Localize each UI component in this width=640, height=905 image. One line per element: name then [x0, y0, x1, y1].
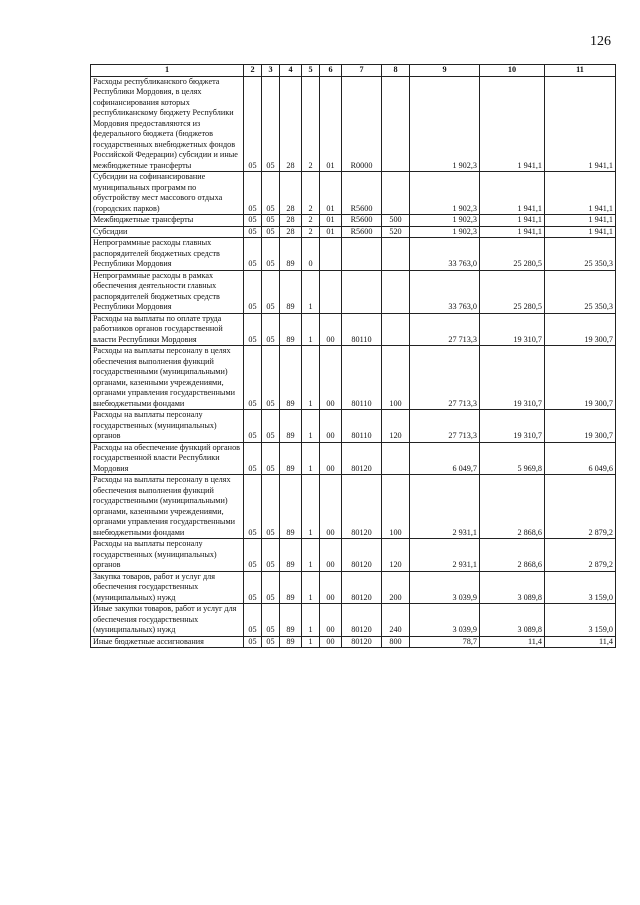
- direction-code-cell: 80120: [342, 442, 382, 475]
- row-name-cell: Иные бюджетные ассигнования: [91, 636, 244, 648]
- amount-cell: 1 902,3: [410, 172, 480, 215]
- amount-cell: 2 931,1: [410, 475, 480, 539]
- event-code-cell: 01: [320, 76, 342, 172]
- section-code-cell: 05: [244, 313, 262, 346]
- event-code-cell: [320, 238, 342, 271]
- section-code-cell: 05: [244, 475, 262, 539]
- amount-cell: 3 159,0: [545, 604, 616, 637]
- amount-cell: 1 941,1: [545, 226, 616, 238]
- direction-code-cell: R5600: [342, 215, 382, 227]
- amount-cell: 2 931,1: [410, 539, 480, 572]
- amount-cell: 78,7: [410, 636, 480, 648]
- direction-code-cell: [342, 238, 382, 271]
- subsection-code-cell: 05: [262, 475, 280, 539]
- row-name-cell: Непрограммные расходы в рамках обеспечения деятельности главных распорядителей бюджетных средств Республики Мордовия: [91, 270, 244, 313]
- program-code-cell: 89: [280, 410, 302, 443]
- page-number: 126: [590, 34, 611, 49]
- subsection-code-cell: 05: [262, 215, 280, 227]
- program-code-cell: 89: [280, 475, 302, 539]
- column-header: 1: [91, 65, 244, 77]
- column-header: 7: [342, 65, 382, 77]
- subprogram-code-cell: 1: [302, 442, 320, 475]
- subprogram-code-cell: 1: [302, 604, 320, 637]
- direction-code-cell: 80120: [342, 636, 382, 648]
- table-row: [91, 442, 616, 475]
- expense-type-cell: 500: [382, 215, 410, 227]
- subprogram-code-cell: 0: [302, 238, 320, 271]
- row-name-cell: Расходы на выплаты персоналу в целях обеспечения выполнения функций государственными (муниципальными) органами, казенными учреждениями, органами управления государственными внебюджетными фондами: [91, 346, 244, 410]
- table-row: [91, 215, 616, 227]
- section-code-cell: 05: [244, 442, 262, 475]
- event-code-cell: 00: [320, 410, 342, 443]
- direction-code-cell: 80110: [342, 313, 382, 346]
- table-row: [91, 313, 616, 346]
- column-header: 2: [244, 65, 262, 77]
- subsection-code-cell: 05: [262, 313, 280, 346]
- subprogram-code-cell: 1: [302, 475, 320, 539]
- amount-cell: 19 310,7: [480, 313, 545, 346]
- row-name-cell: Расходы на обеспечение функций органов государственной власти Республики Мордовия: [91, 442, 244, 475]
- program-code-cell: 89: [280, 571, 302, 604]
- table-row: [91, 636, 616, 648]
- table-row: [91, 270, 616, 313]
- table-row: [91, 226, 616, 238]
- amount-cell: 11,4: [545, 636, 616, 648]
- table-row: [91, 571, 616, 604]
- amount-cell: 1 941,1: [480, 76, 545, 172]
- section-code-cell: 05: [244, 238, 262, 271]
- section-code-cell: 05: [244, 604, 262, 637]
- expense-type-cell: 520: [382, 226, 410, 238]
- expense-type-cell: [382, 172, 410, 215]
- program-code-cell: 89: [280, 238, 302, 271]
- section-code-cell: 05: [244, 571, 262, 604]
- event-code-cell: 00: [320, 604, 342, 637]
- table-row: [91, 76, 616, 172]
- table-row: [91, 539, 616, 572]
- expense-type-cell: [382, 442, 410, 475]
- row-name-cell: Субсидии на софинансирование муниципальных программ по обустройству мест массового отдыха (городских парков): [91, 172, 244, 215]
- direction-code-cell: 80120: [342, 475, 382, 539]
- subsection-code-cell: 05: [262, 346, 280, 410]
- expense-type-cell: [382, 270, 410, 313]
- column-header: 4: [280, 65, 302, 77]
- event-code-cell: 00: [320, 475, 342, 539]
- amount-cell: 19 300,7: [545, 410, 616, 443]
- row-name-cell: Иные закупки товаров, работ и услуг для обеспечения государственных (муниципальных) нужд: [91, 604, 244, 637]
- amount-cell: 27 713,3: [410, 313, 480, 346]
- section-code-cell: 05: [244, 226, 262, 238]
- subsection-code-cell: 05: [262, 539, 280, 572]
- section-code-cell: 05: [244, 270, 262, 313]
- amount-cell: 33 763,0: [410, 270, 480, 313]
- section-code-cell: 05: [244, 410, 262, 443]
- amount-cell: 3 159,0: [545, 571, 616, 604]
- amount-cell: 1 941,1: [480, 172, 545, 215]
- row-name-cell: Субсидии: [91, 226, 244, 238]
- expense-type-cell: [382, 238, 410, 271]
- subprogram-code-cell: 2: [302, 76, 320, 172]
- event-code-cell: 00: [320, 346, 342, 410]
- section-code-cell: 05: [244, 215, 262, 227]
- column-header: 8: [382, 65, 410, 77]
- amount-cell: 6 049,6: [545, 442, 616, 475]
- direction-code-cell: 80110: [342, 346, 382, 410]
- program-code-cell: 28: [280, 215, 302, 227]
- row-name-cell: Расходы на выплаты по оплате труда работников органов государственной власти Республики Мордовия: [91, 313, 244, 346]
- table-row: [91, 346, 616, 410]
- program-code-cell: 89: [280, 539, 302, 572]
- amount-cell: 19 300,7: [545, 346, 616, 410]
- subprogram-code-cell: 2: [302, 226, 320, 238]
- event-code-cell: 00: [320, 636, 342, 648]
- table-row: [91, 604, 616, 637]
- amount-cell: 1 941,1: [480, 226, 545, 238]
- table-row: [91, 238, 616, 271]
- direction-code-cell: R5600: [342, 172, 382, 215]
- amount-cell: 27 713,3: [410, 346, 480, 410]
- amount-cell: 6 049,7: [410, 442, 480, 475]
- subprogram-code-cell: 1: [302, 539, 320, 572]
- amount-cell: 25 280,5: [480, 270, 545, 313]
- subprogram-code-cell: 2: [302, 172, 320, 215]
- section-code-cell: 05: [244, 76, 262, 172]
- row-name-cell: Межбюджетные трансферты: [91, 215, 244, 227]
- subsection-code-cell: 05: [262, 636, 280, 648]
- amount-cell: 1 941,1: [480, 215, 545, 227]
- expense-type-cell: 800: [382, 636, 410, 648]
- amount-cell: 33 763,0: [410, 238, 480, 271]
- expense-type-cell: 120: [382, 410, 410, 443]
- direction-code-cell: 80110: [342, 410, 382, 443]
- amount-cell: 2 868,6: [480, 475, 545, 539]
- column-header: 9: [410, 65, 480, 77]
- event-code-cell: 00: [320, 571, 342, 604]
- program-code-cell: 89: [280, 313, 302, 346]
- column-header: 3: [262, 65, 280, 77]
- event-code-cell: 00: [320, 442, 342, 475]
- subprogram-code-cell: 1: [302, 410, 320, 443]
- section-code-cell: 05: [244, 346, 262, 410]
- row-name-cell: Закупка товаров, работ и услуг для обеспечения государственных (муниципальных) нужд: [91, 571, 244, 604]
- program-code-cell: 89: [280, 636, 302, 648]
- row-name-cell: Расходы на выплаты персоналу в целях обеспечения выполнения функций государственными (муниципальными) органами, казенными учреждениями, органами управления государственными внебюджетными фондами: [91, 475, 244, 539]
- program-code-cell: 89: [280, 270, 302, 313]
- subsection-code-cell: 05: [262, 442, 280, 475]
- column-header: 6: [320, 65, 342, 77]
- direction-code-cell: R0000: [342, 76, 382, 172]
- program-code-cell: 89: [280, 442, 302, 475]
- amount-cell: 1 902,3: [410, 215, 480, 227]
- subprogram-code-cell: 1: [302, 636, 320, 648]
- amount-cell: 19 310,7: [480, 346, 545, 410]
- direction-code-cell: 80120: [342, 571, 382, 604]
- amount-cell: 1 941,1: [545, 215, 616, 227]
- column-header: 10: [480, 65, 545, 77]
- subsection-code-cell: 05: [262, 410, 280, 443]
- subsection-code-cell: 05: [262, 172, 280, 215]
- table-row: [91, 410, 616, 443]
- expense-type-cell: 200: [382, 571, 410, 604]
- table-row: [91, 172, 616, 215]
- event-code-cell: 01: [320, 215, 342, 227]
- event-code-cell: 00: [320, 313, 342, 346]
- subsection-code-cell: 05: [262, 76, 280, 172]
- subprogram-code-cell: 1: [302, 270, 320, 313]
- amount-cell: 19 300,7: [545, 313, 616, 346]
- event-code-cell: 01: [320, 172, 342, 215]
- direction-code-cell: R5600: [342, 226, 382, 238]
- amount-cell: 1 941,1: [545, 76, 616, 172]
- column-header: 5: [302, 65, 320, 77]
- subsection-code-cell: 05: [262, 238, 280, 271]
- row-name-cell: Расходы на выплаты персоналу государственных (муниципальных) органов: [91, 539, 244, 572]
- expense-type-cell: [382, 313, 410, 346]
- table-header-row: [91, 65, 616, 77]
- budget-table: [90, 64, 616, 648]
- subprogram-code-cell: 1: [302, 571, 320, 604]
- amount-cell: 27 713,3: [410, 410, 480, 443]
- amount-cell: 1 902,3: [410, 76, 480, 172]
- section-code-cell: 05: [244, 172, 262, 215]
- program-code-cell: 28: [280, 172, 302, 215]
- program-code-cell: 89: [280, 604, 302, 637]
- amount-cell: 2 868,6: [480, 539, 545, 572]
- table-row: [91, 475, 616, 539]
- expense-type-cell: 100: [382, 475, 410, 539]
- direction-code-cell: 80120: [342, 604, 382, 637]
- program-code-cell: 89: [280, 346, 302, 410]
- amount-cell: 3 089,8: [480, 604, 545, 637]
- amount-cell: 5 969,8: [480, 442, 545, 475]
- amount-cell: 3 039,9: [410, 571, 480, 604]
- amount-cell: 1 902,3: [410, 226, 480, 238]
- subprogram-code-cell: 2: [302, 215, 320, 227]
- event-code-cell: 00: [320, 539, 342, 572]
- subprogram-code-cell: 1: [302, 313, 320, 346]
- section-code-cell: 05: [244, 539, 262, 572]
- table-body: [91, 76, 616, 648]
- program-code-cell: 28: [280, 226, 302, 238]
- program-code-cell: 28: [280, 76, 302, 172]
- event-code-cell: 01: [320, 226, 342, 238]
- amount-cell: 25 350,3: [545, 270, 616, 313]
- subsection-code-cell: 05: [262, 270, 280, 313]
- row-name-cell: Расходы республиканского бюджета Республики Мордовия, в целях софинансирования которых республиканскому бюджету Республики Мордовия предоставляются из федерального бюджета (бюджетов государственных внебюджетных фондов Российской Федерации) субсидии и иные межбюджетные трансферты: [91, 76, 244, 172]
- row-name-cell: Расходы на выплаты персоналу государственных (муниципальных) органов: [91, 410, 244, 443]
- amount-cell: 25 280,5: [480, 238, 545, 271]
- expense-type-cell: [382, 76, 410, 172]
- amount-cell: 11,4: [480, 636, 545, 648]
- expense-type-cell: 240: [382, 604, 410, 637]
- amount-cell: 3 089,8: [480, 571, 545, 604]
- direction-code-cell: 80120: [342, 539, 382, 572]
- subsection-code-cell: 05: [262, 604, 280, 637]
- expense-type-cell: 100: [382, 346, 410, 410]
- event-code-cell: [320, 270, 342, 313]
- amount-cell: 3 039,9: [410, 604, 480, 637]
- subsection-code-cell: 05: [262, 571, 280, 604]
- row-name-cell: Непрограммные расходы главных распорядителей бюджетных средств Республики Мордовия: [91, 238, 244, 271]
- subprogram-code-cell: 1: [302, 346, 320, 410]
- amount-cell: 2 879,2: [545, 475, 616, 539]
- amount-cell: 19 310,7: [480, 410, 545, 443]
- direction-code-cell: [342, 270, 382, 313]
- expense-type-cell: 120: [382, 539, 410, 572]
- amount-cell: 25 350,3: [545, 238, 616, 271]
- amount-cell: 1 941,1: [545, 172, 616, 215]
- column-header: 11: [545, 65, 616, 77]
- section-code-cell: 05: [244, 636, 262, 648]
- amount-cell: 2 879,2: [545, 539, 616, 572]
- subsection-code-cell: 05: [262, 226, 280, 238]
